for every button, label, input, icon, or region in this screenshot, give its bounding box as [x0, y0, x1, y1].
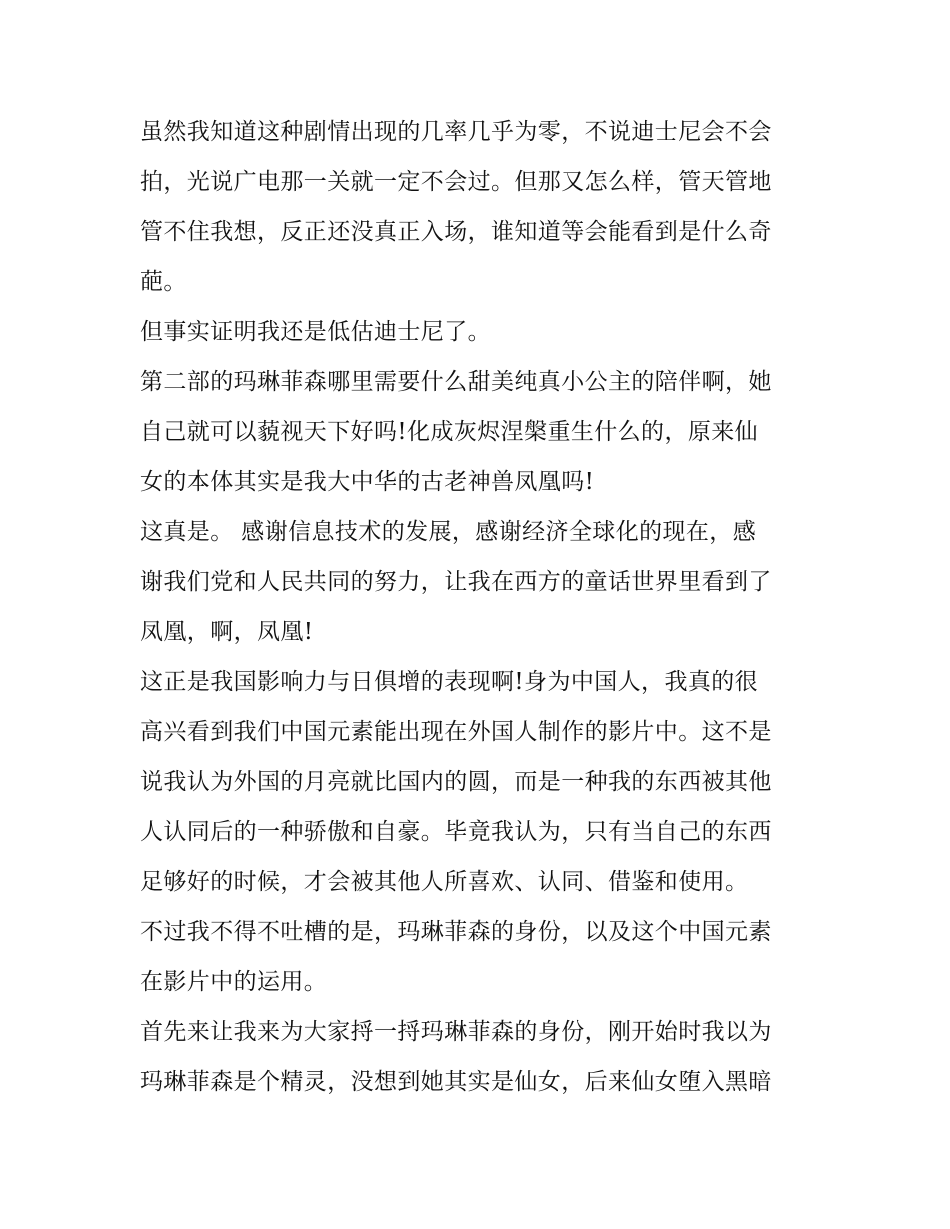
text-line: 高兴看到我们中国元素能出现在外国人制作的影片中。这不是: [140, 719, 772, 745]
text-line: 虽然我知道这种剧情出现的几率几乎为零，不说迪士尼会不会: [140, 119, 772, 145]
paragraph-3: [140, 357, 812, 507]
document-body: [140, 107, 812, 1107]
text-line: 凤凰，啊，凤凰!: [140, 619, 314, 645]
text-line: 首先来让我来为大家捋一捋玛琳菲森的身份，刚开始时我以为: [140, 1019, 772, 1045]
text-line: 第二部的玛琳菲森哪里需要什么甜美纯真小公主的陪伴啊，她: [140, 369, 772, 395]
text-line: 说我认为外国的月亮就比国内的圆，而是一种我的东西被其他: [140, 769, 772, 795]
paragraph-1: [140, 107, 812, 307]
text-line: 女的本体其实是我大中华的古老神兽凤凰吗!: [140, 469, 595, 495]
text-line: 这真是。 感谢信息技术的发展，感谢经济全球化的现在，感: [140, 519, 757, 545]
text-line: 但事实证明我还是低估迪士尼了。: [140, 319, 491, 345]
text-line: 管不住我想，反正还没真正入场，谁知道等会能看到是什么奇: [140, 219, 772, 245]
text-line: 不过我不得不吐槽的是，玛琳菲森的身份，以及这个中国元素: [140, 919, 772, 945]
text-line: 在影片中的运用。: [140, 969, 328, 995]
text-line: 谢我们党和人民共同的努力，让我在西方的童话世界里看到了: [140, 569, 772, 595]
text-line: 拍，光说广电那一关就一定不会过。但那又怎么样，管天管地: [140, 169, 772, 195]
text-line: 足够好的时候，才会被其他人所喜欢、认同、借鉴和使用。: [140, 869, 749, 895]
text-line: 自己就可以藐视天下好吗!化成灰烬涅槃重生什么的，原来仙: [140, 419, 759, 445]
text-line: 玛琳菲森是个精灵，没想到她其实是仙女，后来仙女堕入黑暗: [140, 1069, 772, 1095]
paragraph-5: [140, 657, 812, 907]
paragraph-7: [140, 1007, 812, 1107]
text-line: 葩。: [140, 269, 187, 295]
paragraph-6: [140, 907, 812, 1007]
paragraph-2: [140, 307, 812, 357]
text-line: 这正是我国影响力与日俱增的表现啊!身为中国人，我真的很: [140, 669, 759, 695]
text-line: 人认同后的一种骄傲和自豪。毕竟我认为，只有当自己的东西: [140, 819, 772, 845]
paragraph-4: [140, 507, 812, 657]
